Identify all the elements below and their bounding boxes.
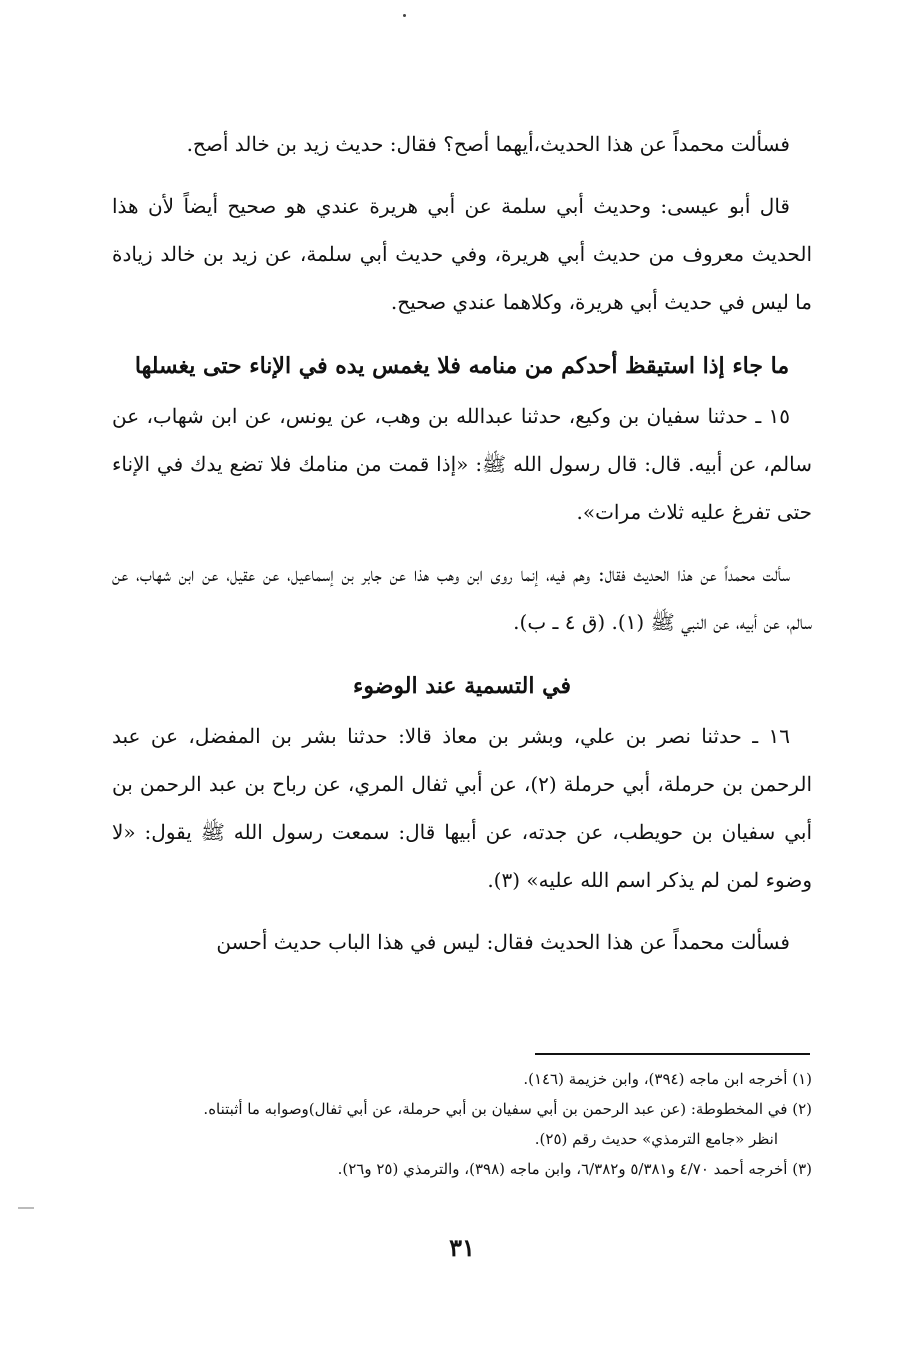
chapter-heading-2: في التسمية عند الوضوء	[353, 673, 571, 699]
paragraph-commentary-1: سألت محمداً عن هذا الحديث فقال: وهم فيه، إنما روى ابن وهب هذا عن جابر بن إسماعيل، عن عقيل، عن ابن شهاب، عن سالم، عن أبيه، عن النبي ﷺ (١). (ق ٤ ـ ب).	[112, 562, 812, 634]
footnote-3: (٣) أخرجه أحمد ٤/٧٠ و٥/٣٨١ و٦/٣٨٢، وابن ماجه (٣٩٨)، والترمذي (٢٥ و٢٦).	[337, 1160, 812, 1178]
footnote-1: (١) أخرجه ابن ماجه (٣٩٤)، وابن خزيمة (١٤٦).	[523, 1070, 812, 1088]
paragraph-commentary-2: فسألت محمداً عن هذا الحديث فقال: ليس في هذا الباب حديث أحسن	[216, 930, 790, 954]
scan-margin-mark	[18, 1207, 34, 1209]
hadith-15: ١٥ ـ حدثنا سفيان بن وكيع، حدثنا عبدالله بن وهب، عن يونس، عن ابن شهاب، عن سالم، عن أبيه. قال: قال رسول الله ﷺ: «إذا قمت من منامك فلا تضع يدك في الإناء حتى تفرغ عليه ثلاث مرات».	[112, 404, 812, 524]
paragraph-2: قال أبو عيسى: وحديث أبي سلمة عن أبي هريرة عندي هو صحيح أيضاً لأن هذا الحديث معروف من حديث أبي هريرة، وفي حديث أبي سلمة، عن زيد بن خالد زيادة ما ليس في حديث أبي هريرة، وكلاهما عندي صحيح.	[112, 194, 812, 314]
page-number: ٣١	[449, 1233, 475, 1262]
scan-dot	[403, 14, 406, 17]
footnote-divider	[535, 1053, 810, 1055]
footnote-2: (٢) في المخطوطة: (عن عبد الرحمن بن أبي سفيان بن أبي حرملة، عن أبي ثفال)وصوابه ما أثبتناه.	[203, 1100, 812, 1118]
footnotes	[130, 1064, 812, 1184]
main-text	[112, 120, 812, 966]
chapter-heading-1: ما جاء إذا استيقظ أحدكم من منامه فلا يغمس يده في الإناء حتى يغسلها	[134, 353, 790, 379]
paragraph-1: فسألت محمداً عن هذا الحديث،أيهما أصح؟ فقال: حديث زيد بن خالد أصح.	[186, 132, 790, 156]
footnote-2-continuation: انظر «جامع الترمذي» حديث رقم (٢٥).	[534, 1130, 778, 1148]
hadith-16: ١٦ ـ حدثنا نصر بن علي، وبشر بن معاذ قالا: حدثنا بشر بن المفضل، عن عبد الرحمن بن حرملة، أبي حرملة (٢)، عن أبي ثفال المري، عن رباح بن عبد الرحمن بن أبي سفيان بن حويطب، عن جدته، عن أبيها قال: سمعت رسول الله ﷺ يقول: «لا وضوء لمن لم يذكر اسم الله عليه» (٣).	[112, 724, 812, 892]
